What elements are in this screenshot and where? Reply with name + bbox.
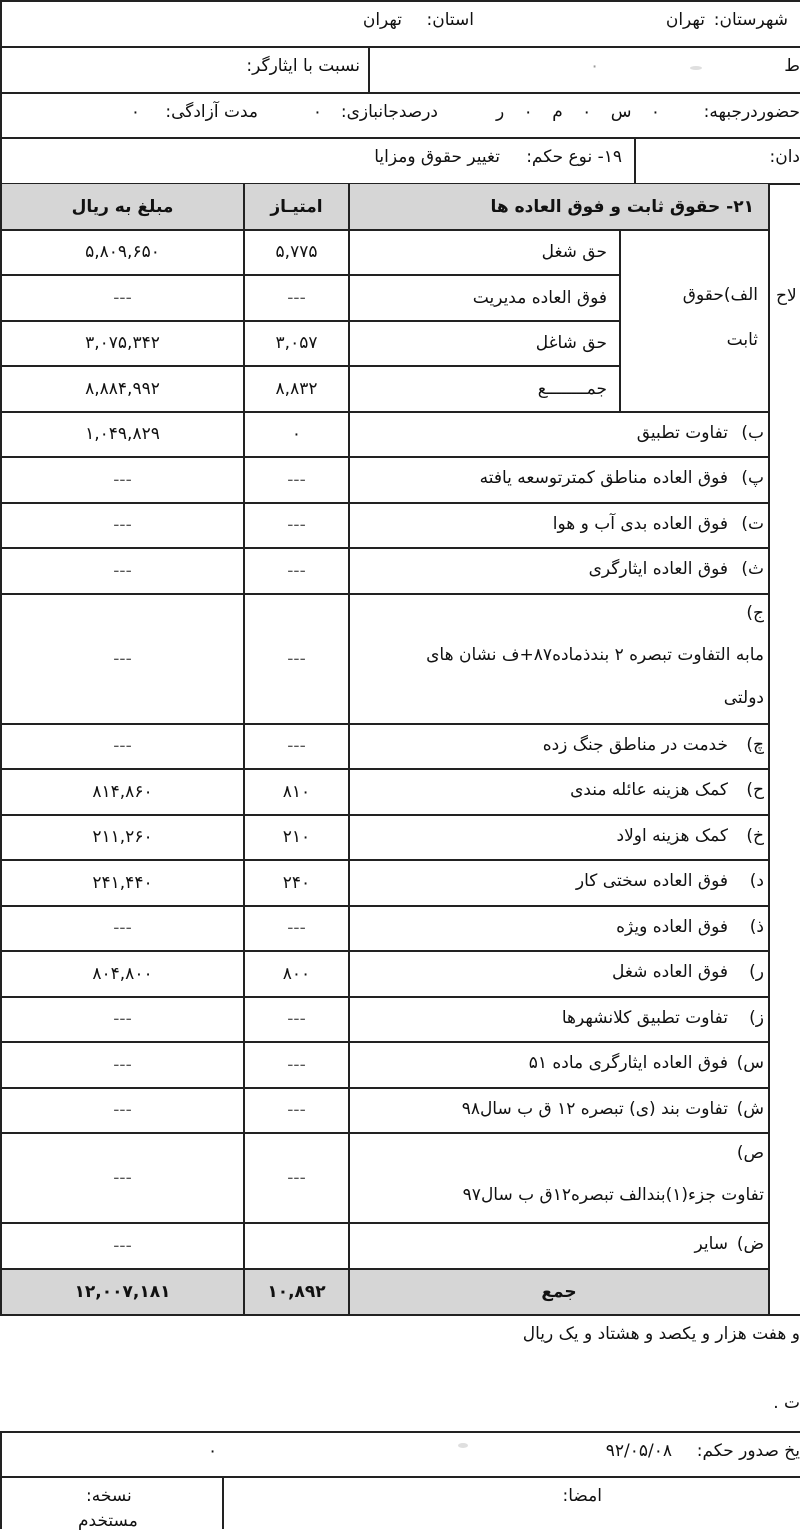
table-row-key: ب) <box>741 423 764 443</box>
table-row-label: فوق العاده ایثارگری <box>588 559 728 579</box>
disability-label: درصدجانبازی: <box>340 102 438 122</box>
province-city-label: شهرستان: <box>713 10 788 30</box>
table-row-key: ش) <box>736 1099 764 1119</box>
table-row-label: فوق العاده مناطق کمترتوسعه یافته <box>479 468 728 488</box>
freedom-label: مدت آزادگی: <box>165 102 258 122</box>
front-presence-label: حضوردرجبهه: <box>703 102 800 122</box>
total-amount: ۱۲,۰۰۷,۱۸۱ <box>74 1281 171 1302</box>
table-row-label: فوق العاده شغل <box>612 962 728 982</box>
table-row-label: سایر <box>694 1234 728 1254</box>
table-row-label-continued: دولتی <box>723 688 764 708</box>
table-row-points: ۸۰۰ <box>282 963 311 984</box>
table-row-key: ض) <box>736 1234 764 1254</box>
divider <box>634 137 636 183</box>
table-row-points: --- <box>287 918 306 938</box>
table-row-label: خدمت در مناطق جنگ زده <box>542 735 728 755</box>
table-row-amount: --- <box>113 1054 132 1075</box>
table-row-key: چ) <box>746 735 764 755</box>
amount-in-words-end: ت . <box>773 1393 800 1413</box>
table-row-amount: ۸,۸۸۴,۹۹۲ <box>85 378 160 399</box>
table-row-key: ر) <box>749 962 764 982</box>
copy-value: مستخدم <box>78 1511 138 1531</box>
signature-label: امضا: <box>562 1486 602 1506</box>
divider <box>0 0 800 2</box>
table-row-key: ج) <box>746 603 764 623</box>
table-row-label: جمــــــــع <box>537 378 607 399</box>
divider <box>0 92 800 94</box>
table-row-amount: --- <box>113 469 132 490</box>
relation-label: نسبت با ایثارگر: <box>246 56 360 76</box>
table-row-key: ح) <box>746 780 764 800</box>
table-row-label: حق شغل <box>541 242 607 262</box>
table-row-amount: --- <box>113 1235 132 1256</box>
total-points: ۱۰,۸۹۲ <box>267 1281 326 1302</box>
table-row-points: ۳,۰۵۷ <box>275 333 318 353</box>
divider <box>0 46 800 48</box>
table-row-label: فوق العاده ویژه <box>616 917 728 937</box>
divider <box>0 1476 800 1478</box>
table-row-key: ص) <box>736 1143 764 1163</box>
issue-date-mark: ٠ <box>208 1441 218 1461</box>
table-row-amount: --- <box>113 1167 132 1188</box>
fixed-salary-group-label: الف)حقوق <box>682 285 758 305</box>
table-row-label: تفاوت جزء(۱)بندالف تبصره۱۲ق ب سال۹۷ <box>462 1185 764 1205</box>
row4-fragment: دان: <box>769 147 800 167</box>
table-row-points <box>245 1223 348 1268</box>
table-row-label: حق شاغل <box>535 333 607 353</box>
table-row-label: کمک هزینه عائله مندی <box>570 780 728 800</box>
table-row-amount: --- <box>113 1100 132 1120</box>
table-row-key: ذ) <box>749 917 764 937</box>
freedom-value: ۰ <box>130 102 140 122</box>
table-row-points: ۸,۸۳۲ <box>275 378 318 399</box>
table-title: ۲۱- حقوق ثابت و فوق العاده ها <box>490 196 754 217</box>
table-row-label: کمک هزینه اولاد <box>616 826 728 846</box>
issue-date-label: یخ صدور حکم: <box>696 1441 800 1461</box>
table-row-amount: --- <box>113 736 132 756</box>
table-row-label: فوق العاده بدی آب و هوا <box>552 514 728 534</box>
fixed-salary-group-label-2: ثابت <box>726 330 758 350</box>
front-presence-values: ۰ س ۰ م ۰ ر <box>496 102 660 122</box>
table-row-key: پ) <box>741 468 764 488</box>
table-row-amount: ۲۱۱,۲۶۰ <box>92 827 153 847</box>
table-row-label: تفاوت تطبیق <box>636 423 728 443</box>
province-label: استان: <box>426 10 474 30</box>
table-row-amount: --- <box>113 918 132 938</box>
table-row-points: --- <box>287 560 306 581</box>
table-row-amount: ۱,۰۴۹,۸۲۹ <box>85 424 160 444</box>
table-row-label: تفاوت بند (ی) تبصره ۱۲ ق ب سال۹۸ <box>461 1099 728 1119</box>
table-row-label: مابه التفاوت تبصره ۲ بندذماده۸۷+ف نشان های <box>426 645 764 665</box>
divider <box>0 137 800 139</box>
ruling-type-label: ۱۹- نوع حکم: <box>526 147 622 167</box>
table-row-points: ۸۱۰ <box>282 781 311 802</box>
table-row-amount: ۸۰۴,۸۰۰ <box>92 963 153 984</box>
copy-label: نسخه: <box>86 1486 132 1506</box>
amount-in-words: و هفت هزار و یکصد و هشتاد و یک ریال <box>522 1324 800 1344</box>
table-row-amount: ۲۴۱,۴۴۰ <box>92 872 153 893</box>
table-row-key: ز) <box>749 1008 764 1028</box>
province-city-value: تهران <box>665 10 705 30</box>
divider <box>368 46 370 92</box>
table-row-points: --- <box>287 1100 306 1120</box>
table-row-amount: ۵,۸۰۹,۶۵۰ <box>85 242 160 262</box>
table-row-points: ۲۱۰ <box>282 827 311 847</box>
table-row-points: ۲۴۰ <box>282 872 311 893</box>
divider <box>619 229 621 411</box>
table-row-amount: --- <box>113 1009 132 1029</box>
table-row-amount: ۸۱۴,۸۶۰ <box>92 781 153 802</box>
divider <box>0 1431 800 1433</box>
table-row-label: فوق العاده مدیریت <box>472 287 607 308</box>
table-row-points: ۵,۷۷۵ <box>275 242 318 262</box>
table-row-points: --- <box>287 1054 306 1075</box>
points-column-header: امتیـاز <box>270 196 323 217</box>
table-row-label: فوق العاده سختی کار <box>575 871 728 891</box>
disability-value: ۰ <box>312 102 322 122</box>
table-row-key: ث) <box>741 559 764 579</box>
amount-column-header: مبلغ به ریال <box>71 196 174 217</box>
divider <box>0 1431 2 1529</box>
table-row-points: --- <box>287 1009 306 1029</box>
divider <box>222 1476 224 1529</box>
table-row-key: ت) <box>741 514 764 534</box>
table-row-key: س) <box>736 1053 764 1073</box>
total-label: جمع <box>541 1281 577 1302</box>
row2-fragment: ط <box>784 56 800 76</box>
divider <box>0 1314 800 1316</box>
divider <box>0 0 2 183</box>
table-row-key: د) <box>749 871 764 891</box>
table-row-amount: --- <box>113 515 132 535</box>
table-row-key: خ) <box>746 826 764 846</box>
dotted-mark: ٠ <box>590 56 600 76</box>
scan-smudge <box>690 66 702 70</box>
side-fragment: لاح <box>776 286 797 306</box>
table-row-label: فوق العاده ایثارگری ماده ۵۱ <box>528 1053 728 1073</box>
ruling-type-value: تغییر حقوق ومزایا <box>374 147 500 167</box>
scan-smudge <box>458 1443 468 1448</box>
table-row-amount: --- <box>113 560 132 581</box>
table-row-points: --- <box>287 1167 306 1188</box>
province-value: تهران <box>362 10 402 30</box>
issue-date-value: ۹۲/۰۵/۰۸ <box>605 1441 672 1461</box>
table-row-points: --- <box>287 287 306 308</box>
table-row-amount: --- <box>113 648 132 669</box>
table-row-label: تفاوت تطبیق کلانشهرها <box>561 1008 728 1028</box>
table-row-amount: ۳,۰۷۵,۳۴۲ <box>85 333 160 353</box>
table-row-points: ۰ <box>291 424 302 444</box>
table-row-amount: --- <box>113 287 132 308</box>
divider <box>768 183 770 1314</box>
table-row-points: --- <box>287 736 306 756</box>
table-row-points: --- <box>287 515 306 535</box>
table-row-points: --- <box>287 648 306 669</box>
table-row-points: --- <box>287 469 306 490</box>
